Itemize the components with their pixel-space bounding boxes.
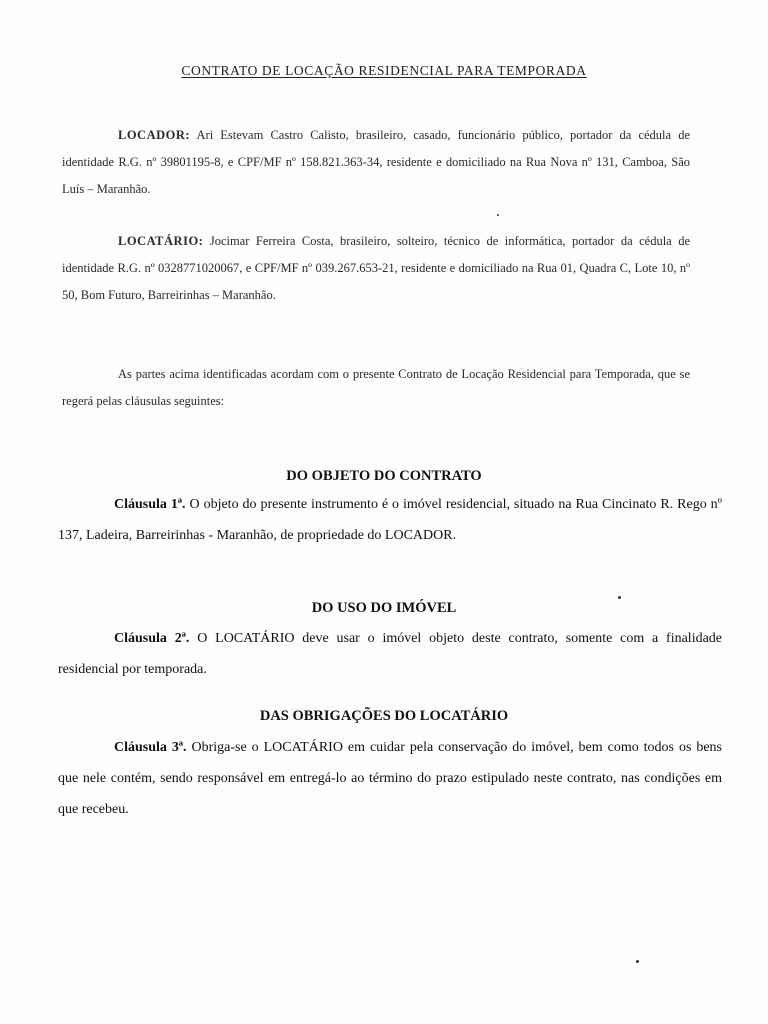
clause-3-label: Cláusula 3ª.: [114, 740, 187, 755]
clause-2: [58, 623, 722, 685]
clause-2-label: Cláusula 2ª.: [114, 631, 190, 646]
section-heading-uso: DO USO DO IMÓVEL: [311, 600, 457, 616]
clause-2-text: O LOCATÁRIO deve usar o imóvel objeto deste contrato, somente com a finalidade residencial por temporada.: [58, 631, 723, 677]
scan-speck: [497, 214, 499, 216]
locador-text: Ari Estevam Castro Calisto, brasileiro, casado, funcionário público, portador da cédula de identidade R.G. nº 39801195-8, e CPF/MF nº 158.821.363-34, residente e domiciliado na Rua Nova nº 131, Camboa, São Luís – Maranhão.: [62, 128, 690, 196]
document-title: CONTRATO DE LOCAÇÃO RESIDENCIAL PARA TEMPORADA: [181, 63, 587, 78]
section-heading-obrigacoes: DAS OBRIGAÇÕES DO LOCATÁRIO: [259, 708, 509, 724]
intro-paragraph: As partes acima identificadas acordam com o presente Contrato de Locação Residencial para Temporada, que se regerá pelas cláusulas seguintes:: [62, 367, 690, 408]
scan-speck: [618, 596, 621, 599]
section-heading-objeto: DO OBJETO DO CONTRATO: [286, 468, 482, 484]
clause-3-text: Obriga-se o LOCATÁRIO em cuidar pela conservação do imóvel, bem como todos os bens que nele contém, sendo responsável em entregá-lo ao término do prazo estipulado neste contrato, nas condições em que recebeu.: [58, 740, 723, 817]
locatario-text: Jocimar Ferreira Costa, brasileiro, solteiro, técnico de informática, portador da cédula de identidade R.G. nº 0328771020067, e CPF/MF nº 039.267.653-21, residente e domiciliado na Rua 01, Quadra C, Lote 10, nº 50, Bom Futuro, Barreirinhas – Maranhão.: [62, 234, 690, 302]
locador-paragraph: [62, 122, 690, 203]
scan-speck: [636, 960, 639, 963]
locatario-paragraph: [62, 228, 690, 309]
clause-1-text: O objeto do presente instrumento é o imóvel residencial, situado na Rua Cincinato R. Rego nº 137, Ladeira, Barreirinhas - Maranhão, de propriedade do LOCADOR.: [58, 497, 723, 543]
clause-1: [58, 489, 722, 551]
clause-3: [58, 732, 722, 825]
locador-label: LOCADOR:: [118, 128, 191, 142]
clause-1-label: Cláusula 1ª.: [114, 497, 186, 512]
locatario-label: LOCATÁRIO:: [118, 234, 204, 248]
